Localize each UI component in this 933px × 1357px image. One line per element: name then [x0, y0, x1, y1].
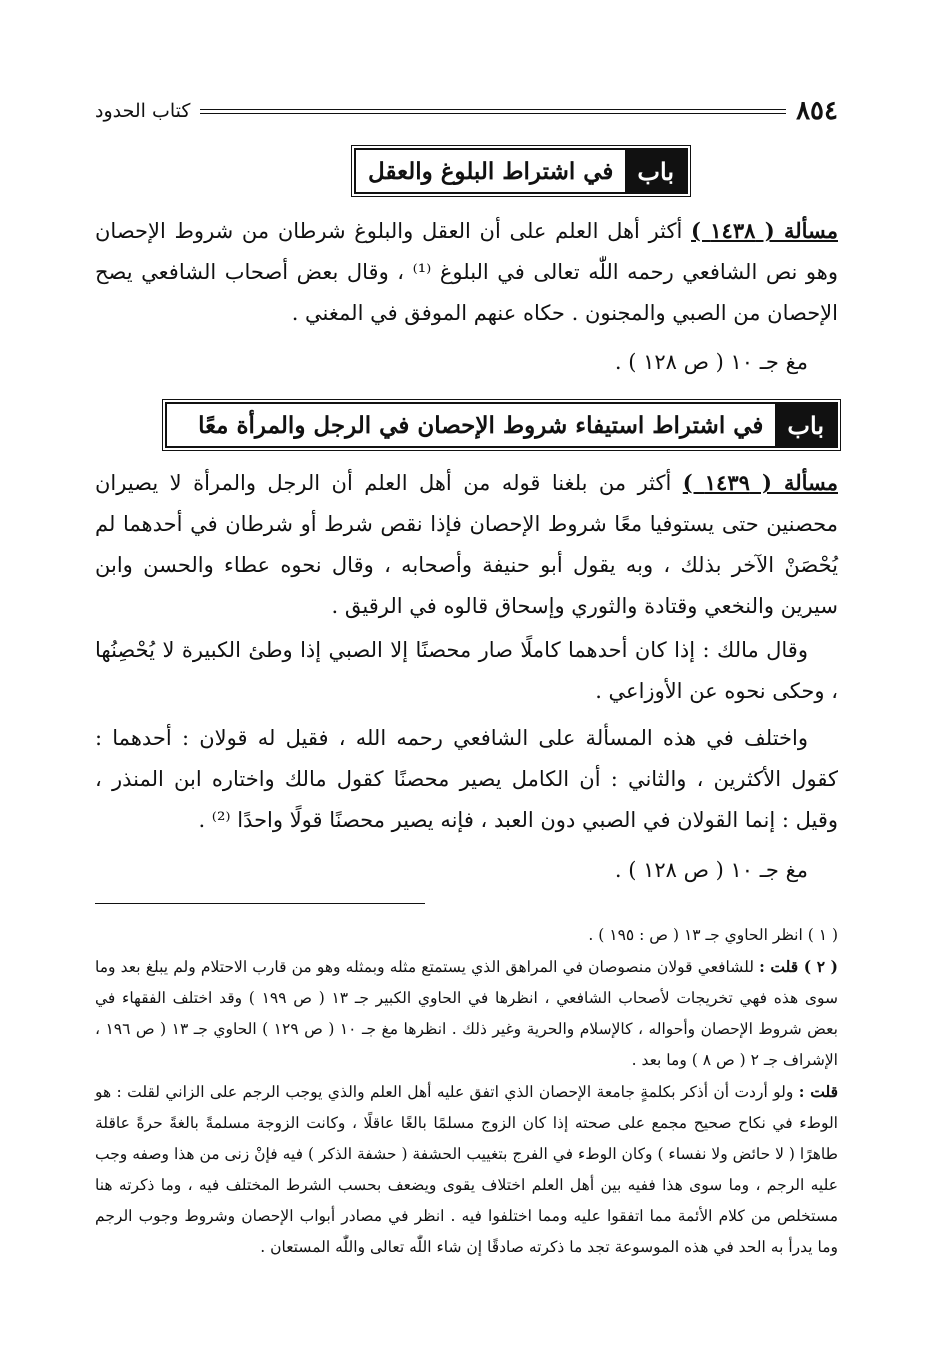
- footnote-3: [95, 1076, 838, 1263]
- masala-1438: [95, 210, 838, 334]
- footnote-3-label: قلت :: [798, 1082, 838, 1101]
- masala-1439-reference: مغ جـ ١٠ ( ص ١٢٨ ) .: [614, 858, 808, 882]
- footnote-rule: [95, 903, 425, 904]
- masala-label: مسألة ( ١٤٣٩ ): [682, 470, 838, 495]
- running-header: [95, 94, 838, 128]
- book-title: كتاب الحدود: [95, 100, 191, 122]
- masala-1439: [95, 462, 838, 627]
- chapter-title: في اشتراط البلوغ والعقل: [368, 157, 614, 185]
- footnote-2: [95, 951, 838, 1076]
- chapter-bab-label: باب: [775, 404, 836, 446]
- chapter-heading-2: [165, 402, 838, 448]
- chapter-heading-1: [354, 148, 688, 194]
- footnote-1: ( ١ ) انظر الحاوي جـ ١٣ ( ص : ١٩٥ ) .: [588, 926, 838, 944]
- footnote-2-text: للشافعي قولان منصوصان في المراهق الذي يستمتع مثله وبمثله وهو من قارب الاحتلام ولم يبلغ بعد وما سوى هذه فهي تخريجات لأصحاب الشافعي ، انظرها في الحاوي الكبير جـ ١٣ ( ص ١٩٩ ) وقد اختلف الفقهاء في بعض شروط الإحصان وأحواله ، كالإسلام والحرية وغير ذلك . انظرها مغ جـ ١٠ ( ص ١٢٩ ) الحاوي جـ ١٣ ( ص ١٩٦ ، الإشراف جـ ٢ ( ص ٨ ) وما بعد .: [95, 958, 838, 1069]
- book-page: [95, 0, 838, 1357]
- footnotes: [95, 920, 838, 1263]
- masala-1439-para-malik: وقال مالك : إذا كان أحدهما كاملًا صار محصنًا إلا الصبي إذا وطئ الكبيرة لا يُحْصِنُها ، وحكى نحوه عن الأوزاعي .: [95, 638, 838, 703]
- masala-1439-para-shafii: واختلف في هذه المسألة على الشافعي رحمه الله ، فقيل له قولان : أحدهما : كقول الأكثرين ، والثاني : أن الكامل يصير محصنًا كقول مالك واختاره ابن المنذر ، وقيل : إنما القولان في الصبي دون العبد ، فإنه يصير محصنًا قولًا واحدًا ⁽²⁾ .: [95, 726, 838, 832]
- chapter-title: في اشتراط استيفاء شروط الإحصان في الرجل والمرأة معًا: [198, 411, 764, 439]
- header-rule: [200, 109, 786, 114]
- masala-text: أكثر من بلغنا قوله من أهل العلم أن الرجل والمرأة لا يصيران محصنين حتى يستوفيا معًا شروط الإحصان فإذا نقص شرط أو شرطان في أحدهما لم يُحْصَنْ الآخر بذلك ، وبه يقول أبو حنيفة وأصحابه ، وقال نحوه عطاء والحسن وابن سيرين والنخعي وقتادة والثوري وإسحاق قالوه في الرقيق .: [95, 471, 838, 618]
- footnote-3-text: ولو أردت أن أذكر بكلمةٍ جامعة الإحصان الذي اتفق عليه أهل العلم والذي يوجب الرجم على الزاني لقلت : هو الوطء في نكاح صحيح مجمع على صحته إذا كان الزوج مسلمًا بالغًا عاقلًا ، وكانت الزوجة مسلمةً بالغةً حرةً عاقلة طاهرًا ( لا حائض ولا نفساء ) وكان الوطء في الفرج بتغييب الحشفة ( حشفة الذكر ) فيه فإنْ زنى من هذا وصفه وجب عليه الرجم ، وما سوى هذا ففيه بين أهل العلم اختلاف يقوى ويضعف بحسب الشرط المختلف فيه ، وما ذكرته هنا مستخلص من كلام الأئمة مما اتفقوا عليه ومما اختلفوا فيه . انظر في مصادر أبواب الإحصان وشروط وجوب الرجم وما يدرأ به الحد في هذه الموسوعة تجد ما ذكرته صادقًا إن شاء اللّٰه تعالى واللّٰه المستعان .: [95, 1083, 838, 1256]
- footnote-2-label: ( ٢ ) قلت :: [759, 957, 839, 976]
- masala-label: مسألة ( ١٤٣٨ ): [691, 218, 838, 243]
- masala-1438-reference: مغ جـ ١٠ ( ص ١٢٨ ) .: [614, 350, 808, 374]
- masala-text: أكثر أهل العلم على أن العقل والبلوغ شرطان من شروط الإحصان وهو نص الشافعي رحمه اللّٰه تعالى في البلوغ ⁽¹⁾ ، وقال بعض أصحاب الشافعي يصح الإحصان من الصبي والمجنون . حكاه عنهم الموفق في المغني .: [95, 219, 838, 325]
- chapter-bab-label: باب: [625, 150, 686, 192]
- page-number: ٨٥٤: [796, 96, 838, 126]
